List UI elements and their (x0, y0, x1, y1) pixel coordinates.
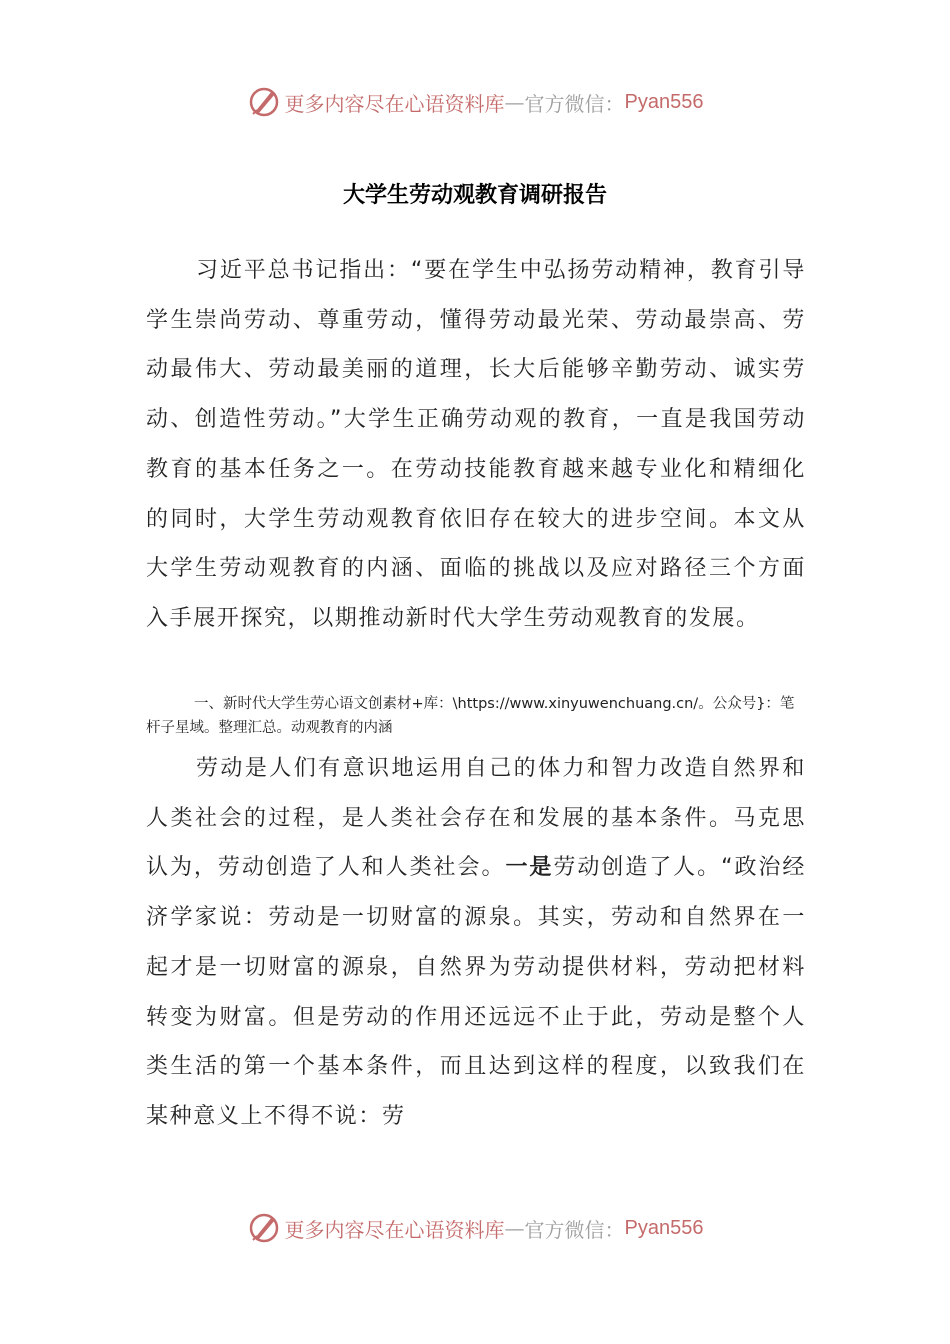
section-heading: 一、新时代大学生劳心语文创素材+库：\https://www.xinyuwenchuang.cn/。公众号}：笔杆子星域。整理汇总。动观教育的内涵 (146, 696, 795, 736)
banner-wechat-label: 官方微信： (524, 91, 625, 116)
paragraph-2-text-before: 劳动是人们有意识地运用自己的体力和智力改造自然界和人类社会的过程，是人类社会存在和发展的基本条件。马克思认为，劳动创造了人和人类社会。 (146, 756, 806, 881)
paragraph-2-text-after: 劳动创造了人。“政治经济学家说：劳动是一切财富的源泉。其实，劳动和自然界在一起才是一切财富的源泉，自然界为劳动提供材料，劳动把材料转变为财富。但是劳动的作用还远远不止于此，劳动是整个人类生活的第一个基本条件，而且达到这样的程度，以致我们在某种意义上不得不说：劳 (146, 855, 806, 1129)
quill-logo-icon (247, 1211, 281, 1245)
banner-wechat-id: Pyan556 (624, 1216, 704, 1239)
banner-wechat-id: Pyan556 (624, 90, 704, 113)
paragraph-2-bold-text: 一是 (505, 855, 554, 881)
header-watermark-banner (0, 82, 950, 122)
banner-wechat-label: 官方微信： (524, 1217, 625, 1242)
banner-library-text: 更多内容尽在心语资料库 (284, 1217, 505, 1242)
banner-dash: — (504, 1216, 525, 1240)
body-paragraph-1: 习近平总书记指出：“要在学生中弘扬劳动精神，教育引导学生崇尚劳动、尊重劳动，懂得劳动最光荣、劳动最崇高、劳动最伟大、劳动最美丽的道理，长大后能够辛勤劳动、诚实劳动、创造性劳动。”大学生正确劳动观的教育，一直是我国劳动教育的基本任务之一。在劳动技能教育越来越专业化和精细化的同时，大学生劳动观教育依旧存在较大的进步空间。本文从大学生劳动观教育的内涵、面临的挑战以及应对路径三个方面入手展开探究，以期推动新时代大学生劳动观教育的发展。 (146, 258, 806, 631)
footer-watermark-banner (0, 1208, 950, 1248)
document-title: 大学生劳动观教育调研报告 (342, 183, 607, 208)
quill-logo-icon (247, 85, 281, 119)
body-paragraph-2 (146, 744, 806, 1142)
banner-library-text: 更多内容尽在心语资料库 (284, 91, 505, 116)
banner-dash: — (504, 90, 525, 114)
